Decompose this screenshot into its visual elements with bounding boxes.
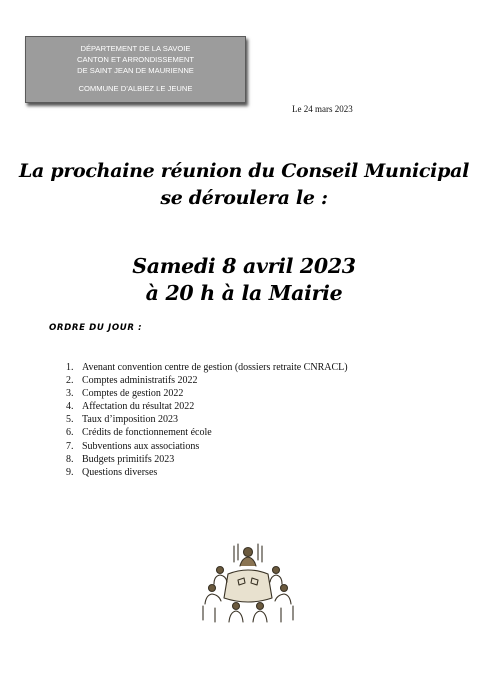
meeting-date: Samedi 8 avril 2023 <box>132 254 356 278</box>
council-meeting-sketch-icon <box>198 540 298 626</box>
agenda-item: 9. Questions diverses <box>66 466 158 478</box>
agenda-item: 6. Crédits de fonctionnement école <box>66 427 212 439</box>
header-line-department: DÉPARTEMENT DE LA SAVOIE <box>80 44 191 53</box>
agenda-item: 8. Budgets primitifs 2023 <box>66 453 175 465</box>
header-line-commune: COMMUNE D’ALBIEZ LE JEUNE <box>78 84 193 93</box>
header-line-arrondissement: DE SAINT JEAN DE MAURIENNE <box>77 66 194 75</box>
headline-line-1: La prochaine réunion du Conseil Municipal <box>18 160 470 182</box>
agenda-list <box>66 361 348 479</box>
agenda-title: ORDRE DU JOUR : <box>49 323 143 333</box>
agenda-item: 7. Subventions aux associations <box>66 440 200 452</box>
agenda-item: 1. Avenant convention centre de gestion (dossiers retraite CNRACL) <box>66 362 348 373</box>
agenda-item: 2. Comptes administratifs 2022 <box>66 375 198 387</box>
document-date: Le 24 mars 2023 <box>292 104 353 114</box>
agenda-item: 5. Taux d’imposition 2023 <box>66 414 178 426</box>
meeting-time-place: à 20 h à la Mairie <box>145 281 343 305</box>
commune-header-box <box>25 36 246 103</box>
agenda-item: 3. Comptes de gestion 2022 <box>66 388 184 400</box>
header-line-canton: CANTON ET ARRONDISSEMENT <box>76 55 195 64</box>
headline-line-2: se déroulera le : <box>160 187 328 209</box>
agenda-item: 4. Affectation du résultat 2022 <box>66 401 195 413</box>
